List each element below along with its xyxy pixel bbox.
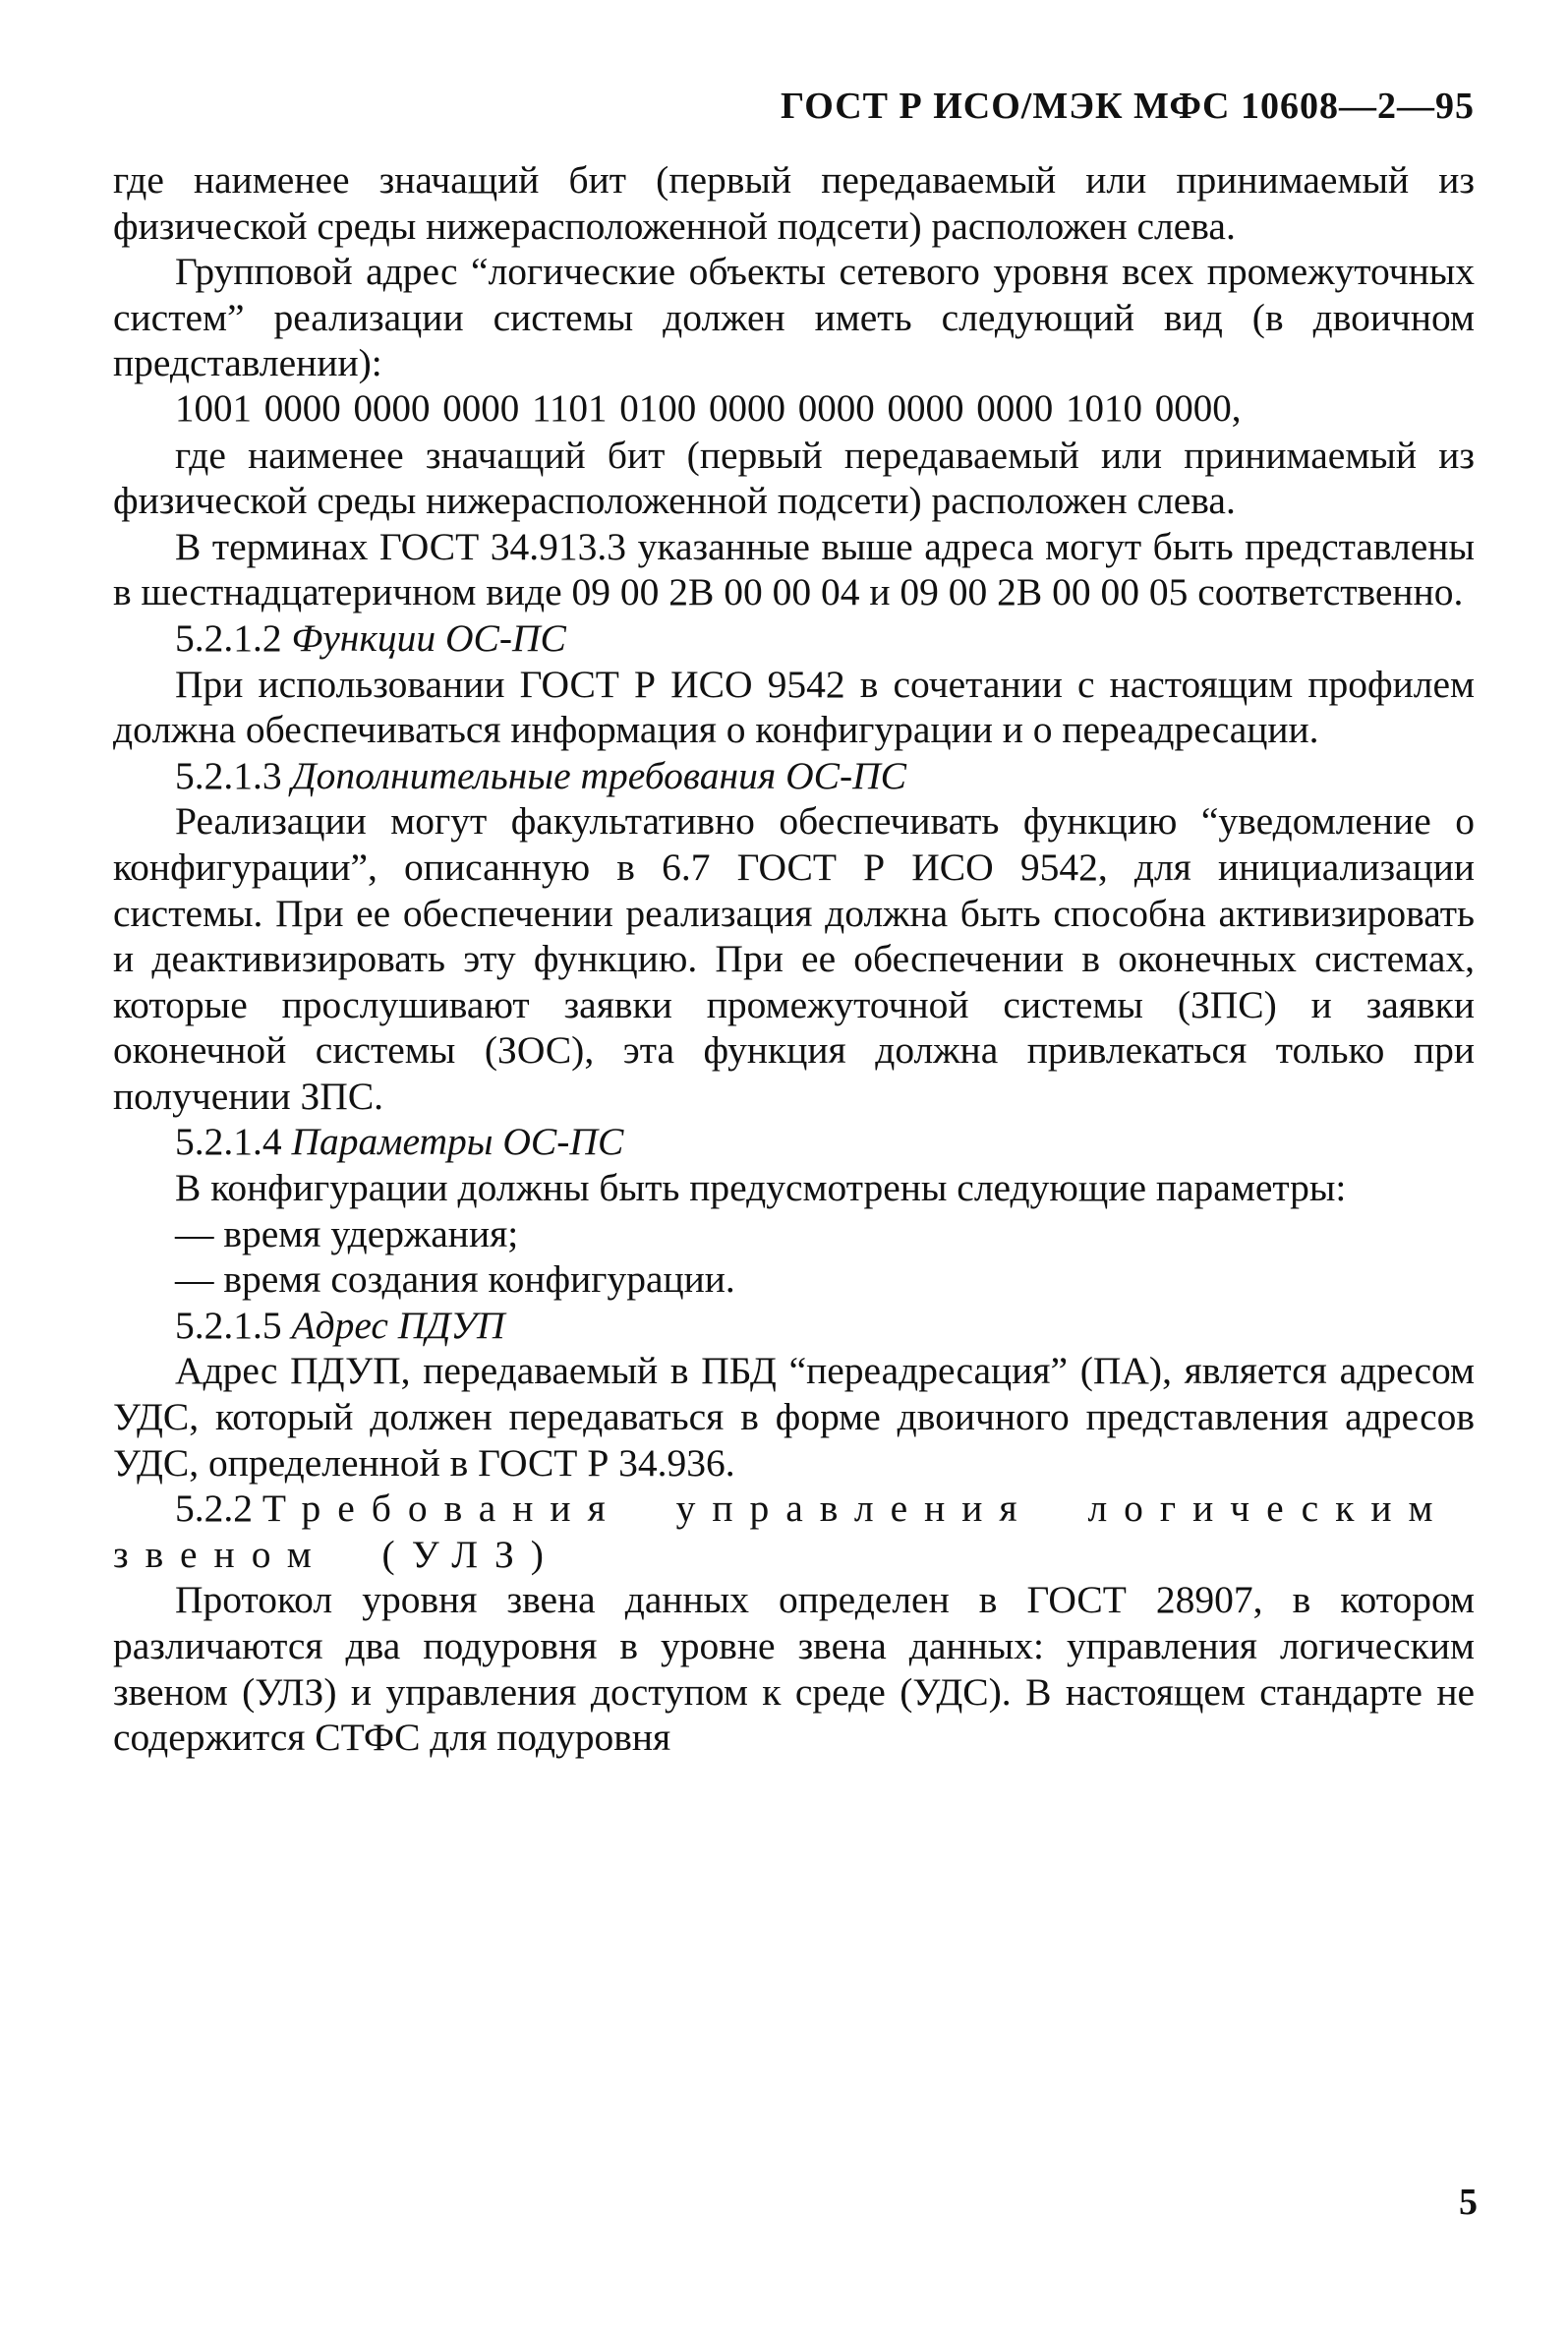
page-header: ГОСТ Р ИСО/МЭК МФС 10608—2—95 <box>780 86 1475 127</box>
section-number: 5.2.1.3 <box>175 753 282 797</box>
section-number: 5.2.2 <box>175 1487 253 1531</box>
section-title: Функции ОС-ПС <box>291 615 566 660</box>
page-number: 5 <box>1459 2182 1478 2223</box>
section-heading-5-2-1-2 <box>113 615 1475 662</box>
paragraph-group-address: Групповой адрес “логические объекты сетевого уровня всех промежуточных систем” реализации системы должен иметь следующий вид (в двоичном представлении): <box>113 250 1475 385</box>
section-title: Дополнительные требования ОС-ПС <box>291 753 906 797</box>
section-number: 5.2.1.5 <box>175 1303 282 1347</box>
section-heading-5-2-1-4 <box>113 1119 1475 1165</box>
section-title: Требования управления логическим звеном (УЛЗ) <box>113 1487 1450 1576</box>
section-text-5-2-1-4: В конфигурации должны быть предусмотрены следующие параметры: <box>175 1166 1347 1210</box>
binary-address: 1001 0000 0000 0000 1101 0100 0000 0000 0000 0000 1010 0000, <box>175 386 1242 430</box>
section-title: Параметры ОС-ПС <box>291 1120 624 1164</box>
section-text-5-2-1-5: Адрес ПДУП, передаваемый в ПБД “переадресация” (ПА), является адресом УДС, который должен передаваться в форме двоичного представления адресов УДС, определенной в ГОСТ Р 34.936. <box>113 1349 1475 1485</box>
paragraph-lsb-note-1: где наименее значащий бит (первый передаваемый или принимаемый из физической среды нижерасположенной подсети) расположен слева. <box>113 158 1475 248</box>
section-text-5-2-1-3: Реализации могут факультативно обеспечивать функцию “уведомление о конфигурации”, описанную в 6.7 ГОСТ Р ИСО 9542, для инициализации системы. При ее обеспечении реализация должна быть способна активизировать и деактивизировать эту функцию. При ее обеспечении в оконечных системах, которые прослушивают заявки промежуточной системы (ЗПС) и заявки оконечной системы (ЗОС), эта функция должна привлекаться только при получении ЗПС. <box>113 799 1475 1118</box>
section-heading-5-2-2 <box>113 1486 1475 1577</box>
section-heading-5-2-1-5 <box>113 1303 1475 1349</box>
section-number: 5.2.1.2 <box>175 615 282 660</box>
section-text-5-2-1-2: При использовании ГОСТ Р ИСО 9542 в сочетании с настоящим профилем должна обеспечиваться информация о конфигурации и о переадресации. <box>113 662 1475 752</box>
section-text-5-2-2: Протокол уровня звена данных определен в ГОСТ 28907, в котором различаются два подуровня в уровне звена данных: управления логическим звеном (УЛЗ) и управления доступом к среде (УДС). В настоящем стандарте не содержится СТФС для подуровня <box>113 1578 1475 1760</box>
section-number: 5.2.1.4 <box>175 1120 282 1164</box>
paragraph-hex-addresses: В терминах ГОСТ 34.913.3 указанные выше адреса могут быть представлены в шестнадцатеричном виде 09 00 2B 00 00 04 и 09 00 2B 00 00 05 соответственно. <box>113 524 1475 614</box>
paragraph-lsb-note-2: где наименее значащий бит (первый передаваемый или принимаемый из физической среды нижерасположенной подсети) расположен слева. <box>113 433 1475 523</box>
list-item: — время создания конфигурации. <box>175 1257 735 1302</box>
section-heading-5-2-1-3 <box>113 753 1475 799</box>
page-body <box>113 157 1475 1761</box>
list-item: — время удержания; <box>175 1211 519 1255</box>
section-title: Адрес ПДУП <box>291 1303 505 1347</box>
